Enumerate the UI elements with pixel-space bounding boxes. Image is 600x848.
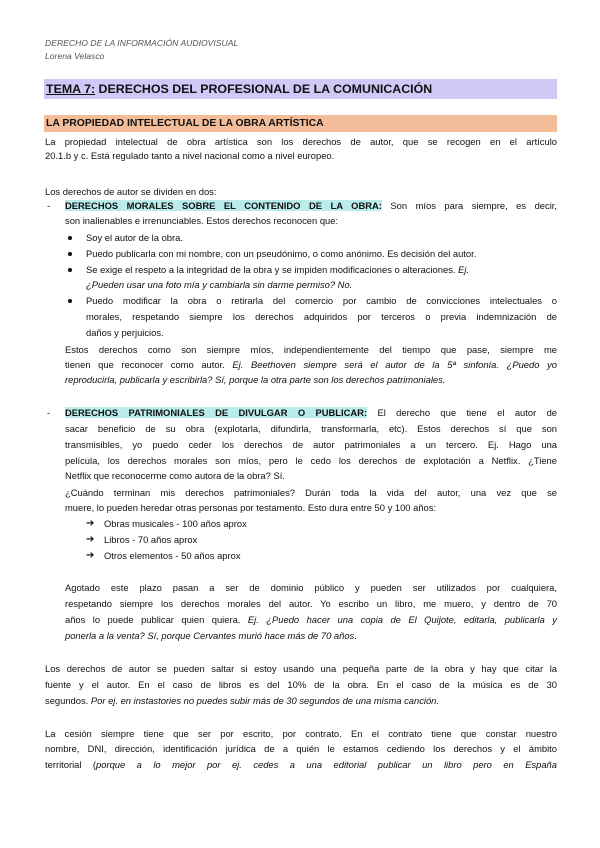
morales-lead xyxy=(65,200,557,212)
patrimoniales-line-3: transmisibles, yo puedo ceder los derechos de autor patrimoniales a un tercero. Ej. Hago una xyxy=(65,439,557,450)
morales-closing-2a: tienen que reconocer como autor. xyxy=(65,359,233,370)
morales-closing-3: reproducirla, publicarla y escribirla? Sí, porque la otra parte son los derechos patrimoniales. xyxy=(65,374,446,385)
public-domain-4 xyxy=(65,630,357,642)
morales-bullet-3 xyxy=(86,264,469,276)
cesion-line-3 xyxy=(45,759,557,771)
public-domain-4-end: . xyxy=(354,630,357,641)
morales-closing-1: Estos derechos como son siempre míos, independientemente del tiempo que pase, siempre me xyxy=(65,344,557,355)
patrimoniales-line-2: sacar beneficio de su obra (explotarla, difundirla, transformarla, etc). Estos derechos sí que son xyxy=(65,423,557,434)
cesion-line-3b: porque a lo mejor por ej. cedes a una editorial publicar un libro pero en España xyxy=(96,759,557,770)
arrow-icon: ➔ xyxy=(86,518,95,529)
citation-line-1: Los derechos de autor se pueden saltar si estoy usando una pequeña parte de la obra y hay que citar la xyxy=(45,663,557,674)
patrimoniales-lead xyxy=(65,407,557,419)
morales-closing-2b: Ej. Beethoven siempre será el autor de la 5ª sinfonía. ¿Puedo yo xyxy=(232,359,557,370)
morales-heading: DERECHOS MORALES SOBRE EL CONTENIDO DE LA OBRA: xyxy=(65,200,382,211)
morales-bullet-3-text: Se exige el respeto a la integridad de la obra y se impiden modificaciones o alteraciones. xyxy=(86,264,456,275)
morales-bullet-3-example: ¿Pueden usar una foto mía y cambiarla sin darme permiso? No. xyxy=(86,279,353,290)
section-heading: LA PROPIEDAD INTELECTUAL DE LA OBRA ARTÍSTICA xyxy=(44,115,557,132)
patrimoniales-lead-rest: El derecho que tiene el autor de xyxy=(367,407,558,418)
patrimoniales-heading: DERECHOS PATRIMONIALES DE DIVULGAR O PUBLICAR: xyxy=(65,407,368,418)
duration-item: Otros elementos - 50 años aprox xyxy=(104,550,241,561)
morales-bullet-4-l1: Puedo modificar la obra o retirarla del comercio por cambio de convicciones intelectuales o xyxy=(86,295,557,306)
public-domain-2: respetando siempre los derechos morales del autor. Yo escribo un libro, me muero, y dentro de 70 xyxy=(65,598,557,609)
arrow-icon: ➔ xyxy=(86,550,95,561)
division-text: Los derechos de autor se dividen en dos: xyxy=(45,186,217,197)
citation-line-3a: segundos. xyxy=(45,695,91,706)
morales-lead-2: son inalienables e irrenunciables. Estos derechos reconocen que: xyxy=(65,215,339,226)
public-domain-4-text: ponerla a la venta? Sí, porque Cervantes murió hace más de 70 años xyxy=(65,630,355,641)
cesion-line-2: nombre, DNI, dirección, identificación jurídica de a quién le estamos cediendo los derechos y el ámbito xyxy=(45,743,557,754)
morales-dash: - xyxy=(47,200,51,211)
duration-item: Libros - 70 años aprox xyxy=(104,534,198,545)
morales-bullet-4-l3: daños y perjuicios. xyxy=(86,327,164,338)
public-domain-1: Agotado este plazo pasan a ser de dominio público y pueden ser utilizados por cualquiera, xyxy=(65,582,557,593)
bullet-dot xyxy=(68,236,72,240)
title-label: TEMA 7: xyxy=(46,82,96,96)
header-author: Lorena Velasco xyxy=(45,51,105,61)
patrimoniales-line-6: ¿Cuándo terminan mis derechos patrimoniales? Durán toda la vida del autor, una vez que se xyxy=(65,487,557,498)
title-text: DERECHOS DEL PROFESIONAL DE LA COMUNICACIÓN xyxy=(95,82,433,96)
cesion-line-1: La cesión siempre tiene que ser por escrito, por contrato. En el contrato tiene que constar nuestro xyxy=(45,728,557,739)
bullet-dot xyxy=(68,299,72,303)
public-domain-3b: Ej. ¿Puedo hacer una copia de El Quijote, editarla, publicarla y xyxy=(247,614,557,625)
patrimoniales-dash: - xyxy=(47,407,51,418)
patrimoniales-line-7: muere, lo pueden heredar otras personas por testamento. Esto dura entre 50 y 100 años: xyxy=(65,502,437,513)
intro-line-2: 20.1.b y c. Está regulado tanto a nivel nacional como a nivel europeo. xyxy=(45,150,335,161)
bullet-dot xyxy=(68,268,72,272)
page-title xyxy=(44,79,557,99)
morales-closing-2 xyxy=(65,359,557,371)
header-course: DERECHO DE LA INFORMACIÓN AUDIOVISUAL xyxy=(45,38,239,48)
cesion-line-3a: territorial ( xyxy=(45,759,97,770)
intro-line-1: La propiedad intelectual de obra artística son los derechos de autor, que se recogen en el artículo xyxy=(45,136,557,147)
morales-bullet-1: Soy el autor de la obra. xyxy=(86,232,183,243)
citation-line-3 xyxy=(45,695,439,707)
bullet-dot xyxy=(68,252,72,256)
morales-lead-rest: Son míos para siempre, es decir, xyxy=(381,200,557,211)
public-domain-3 xyxy=(65,614,557,626)
morales-bullet-2: Puedo publicarla con mi nombre, con un pseudónimo, o como anónimo. Es decisión del autor. xyxy=(86,248,477,259)
public-domain-3a: años lo puede publicar quien quiera. xyxy=(65,614,248,625)
patrimoniales-line-5: Netflix que reconocerme como autora de la obra? Sí. xyxy=(65,470,285,481)
patrimoniales-line-4: película, los derechos morales son míos, pero le cedo los derechos de explotación a Netflix. ¿Tiene xyxy=(65,455,557,466)
citation-line-3b: Por ej. en instastories no puedes subir más de 30 segundos de una misma canción. xyxy=(90,695,439,706)
duration-item: Obras musicales - 100 años aprox xyxy=(104,518,247,529)
citation-line-2: fuente y el autor. En el caso de libros es del 10% de la obra. En el caso de la música es de 30 xyxy=(45,679,557,690)
arrow-icon: ➔ xyxy=(86,534,95,545)
morales-bullet-4-l2: morales, respetando siempre los derechos adquiridos por terceros o previa indemnización de xyxy=(86,311,557,322)
morales-bullet-3-ej: Ej. xyxy=(458,264,470,275)
